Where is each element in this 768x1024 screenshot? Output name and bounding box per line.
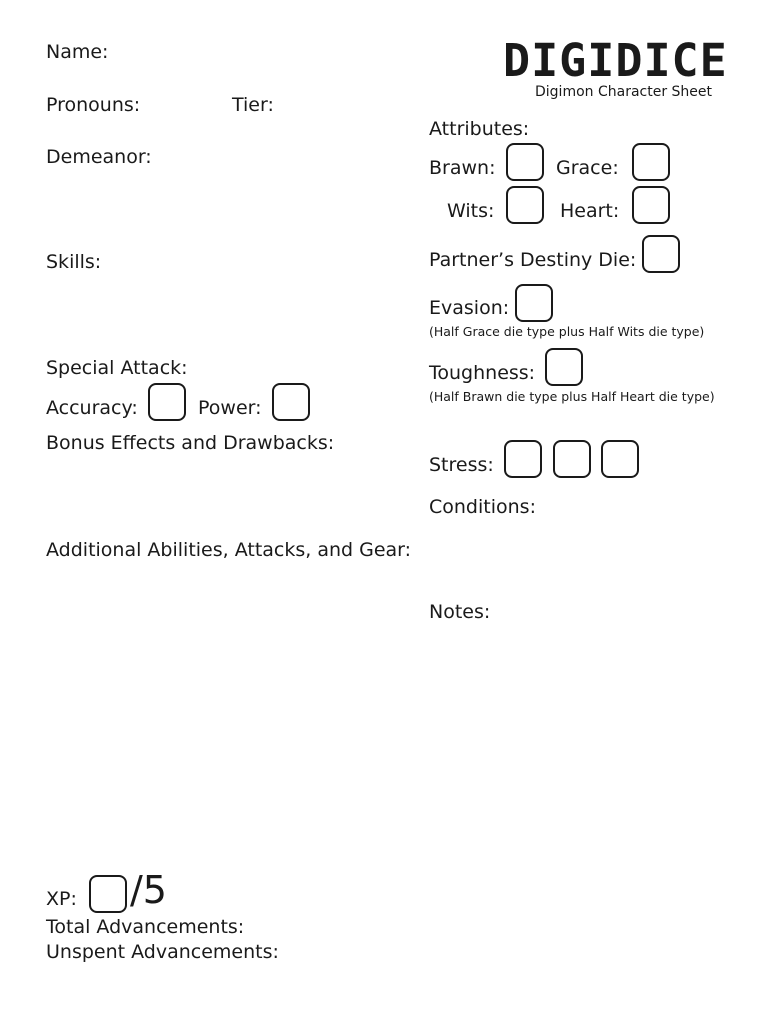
name-label: Name: — [46, 41, 109, 63]
xp-label: XP: — [46, 888, 77, 910]
stress-label: Stress: — [429, 454, 494, 476]
xp-max: /5 — [130, 868, 167, 912]
xp-box[interactable] — [89, 875, 127, 913]
destiny-die-label: Partner’s Destiny Die: — [429, 249, 637, 271]
stress-box-3[interactable] — [601, 440, 639, 478]
brawn-label: Brawn: — [429, 157, 496, 179]
accuracy-box[interactable] — [148, 383, 186, 421]
sheet-subtitle: Digimon Character Sheet — [535, 84, 713, 100]
destiny-die-box[interactable] — [642, 235, 680, 273]
wits-box[interactable] — [506, 186, 544, 224]
grace-box[interactable] — [632, 143, 670, 181]
notes-label: Notes: — [429, 601, 491, 623]
heart-box[interactable] — [632, 186, 670, 224]
power-label: Power: — [198, 397, 262, 419]
total-advancements-label: Total Advancements: — [46, 916, 245, 938]
toughness-note: (Half Brawn die type plus Half Heart die type) — [429, 389, 715, 404]
heart-label: Heart: — [560, 200, 620, 222]
toughness-box[interactable] — [545, 348, 583, 386]
attributes-label: Attributes: — [429, 118, 530, 140]
demeanor-label: Demeanor: — [46, 146, 152, 168]
stress-box-2[interactable] — [553, 440, 591, 478]
tier-label: Tier: — [232, 94, 274, 116]
grace-label: Grace: — [556, 157, 619, 179]
pronouns-label: Pronouns: — [46, 94, 141, 116]
toughness-label: Toughness: — [429, 362, 536, 384]
wits-label: Wits: — [447, 200, 495, 222]
digidice-logo: DIGIDICE — [503, 34, 728, 87]
additional-abilities-label: Additional Abilities, Attacks, and Gear: — [46, 539, 412, 561]
brawn-box[interactable] — [506, 143, 544, 181]
stress-box-1[interactable] — [504, 440, 542, 478]
evasion-label: Evasion: — [429, 297, 510, 319]
conditions-label: Conditions: — [429, 496, 536, 518]
bonus-effects-label: Bonus Effects and Drawbacks: — [46, 432, 335, 454]
special-attack-label: Special Attack: — [46, 357, 188, 379]
accuracy-label: Accuracy: — [46, 397, 138, 419]
skills-label: Skills: — [46, 251, 102, 273]
unspent-advancements-label: Unspent Advancements: — [46, 941, 279, 963]
evasion-box[interactable] — [515, 284, 553, 322]
evasion-note: (Half Grace die type plus Half Wits die type) — [429, 324, 705, 339]
power-box[interactable] — [272, 383, 310, 421]
